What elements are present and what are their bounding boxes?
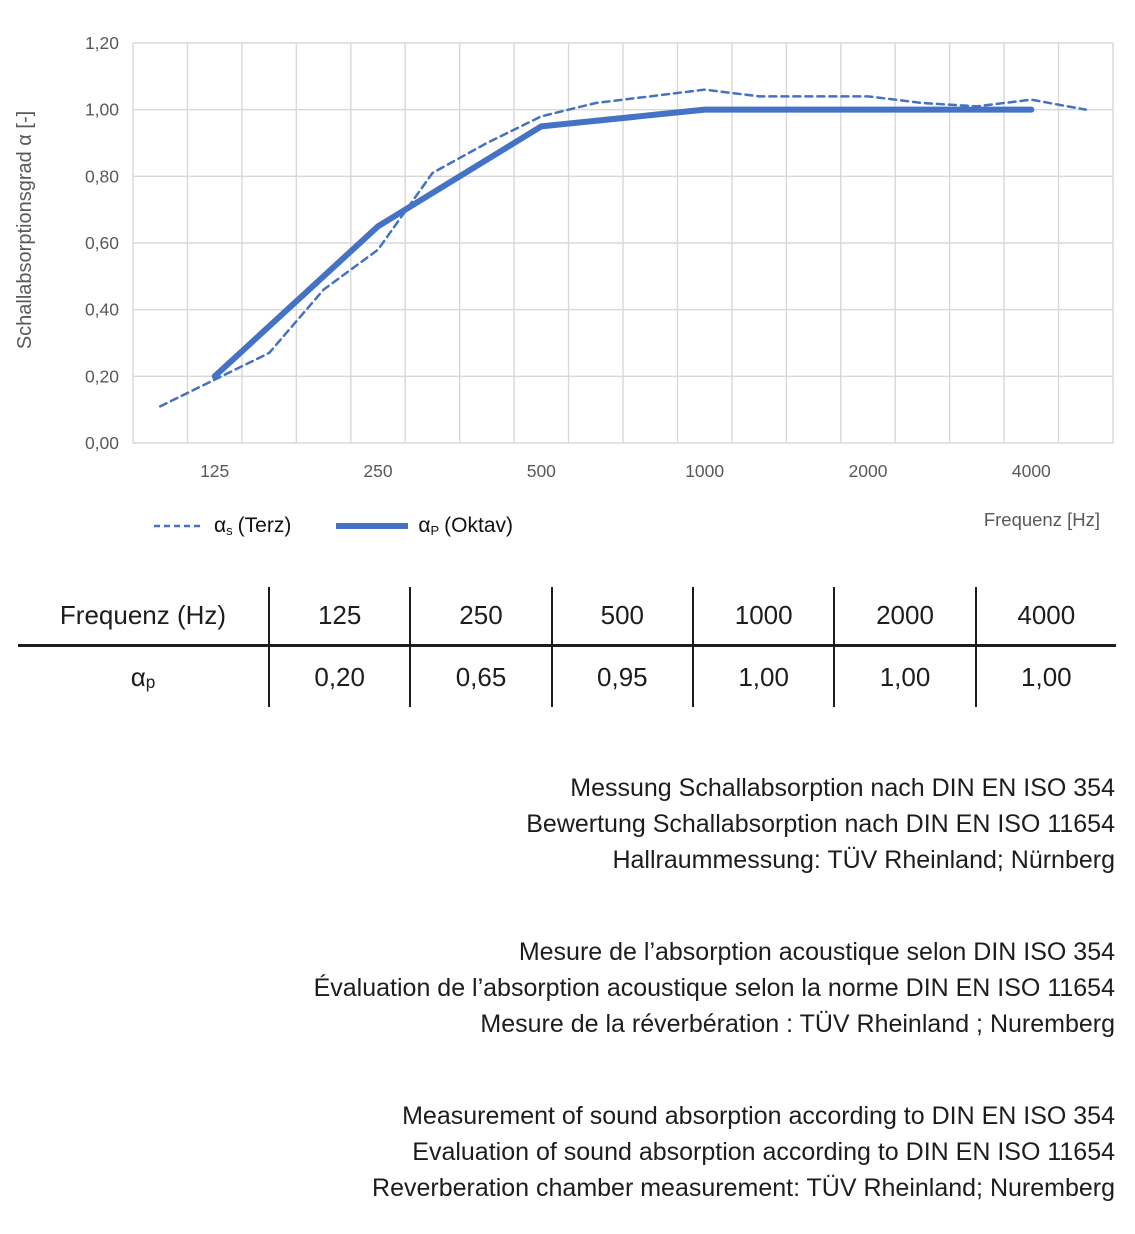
table-value-1000: 1,00: [692, 647, 833, 707]
table-header-frequency: Frequenz (Hz): [18, 587, 268, 647]
absorption-chart: [0, 0, 1135, 560]
table-header-250: 250: [409, 587, 550, 647]
table-row-label-alpha-p: α $_p$: [130, 661, 156, 692]
note-line: Reverberation chamber measurement: TÜV Rheinland; Nuremberg: [372, 1174, 1115, 1202]
x-axis-title: Frequenz [Hz]: [983, 509, 1100, 530]
chart-legend: [153, 514, 513, 538]
y-tick-label: 1,00: [84, 99, 119, 120]
table-value-500: 0,95: [551, 647, 692, 707]
note-line: Bewertung Schallabsorption nach DIN EN ISO 11654: [526, 810, 1115, 838]
y-tick-label: 0,80: [84, 166, 119, 187]
x-tick-label: 250: [363, 461, 393, 481]
y-tick-label: 0,00: [84, 433, 119, 453]
table-value-125: 0,20: [268, 647, 409, 707]
x-tick-label: 500: [526, 461, 556, 481]
y-tick-label: 1,20: [84, 33, 119, 53]
note-line: Mesure de l’absorption acoustique selon DIN ISO 354: [518, 938, 1115, 966]
table-header-4000: 4000: [975, 587, 1116, 647]
note-line: Messung Schallabsorption nach DIN EN ISO 354: [570, 774, 1115, 802]
table-value-2000: 1,00: [833, 647, 974, 707]
note-line: Mesure de la réverbération : TÜV Rheinland ; Nuremberg: [480, 1010, 1115, 1038]
note-line: Evaluation of sound absorption according to DIN EN ISO 11654: [412, 1138, 1115, 1166]
x-tick-label: 4000: [1011, 461, 1051, 481]
table-value-250: 0,65: [409, 647, 550, 707]
notes-german: [0, 770, 1115, 878]
chart-canvas: [0, 0, 1135, 560]
notes-french: [0, 934, 1115, 1042]
table-header-500: 500: [551, 587, 692, 647]
y-tick-label: 0,40: [84, 299, 119, 320]
note-line: Hallraummessung: TÜV Rheinland; Nürnberg: [612, 846, 1115, 874]
legend-label-alpha-s: $\alpha_s$ (Terz): [214, 514, 292, 539]
y-tick-label: 0,20: [84, 366, 119, 387]
y-tick-label: 0,60: [84, 233, 119, 253]
legend-label-alpha-p: $\alpha_P$ (Oktav): [418, 514, 513, 539]
x-tick-label: 1000: [685, 461, 725, 481]
legend-item-alpha-p: [335, 514, 513, 538]
absorption-values-table: [18, 587, 1116, 707]
x-tick-label: 2000: [848, 461, 888, 481]
x-tick-label: 125: [200, 461, 230, 481]
table-value-4000: 1,00: [975, 647, 1116, 707]
table-header-2000: 2000: [833, 587, 974, 647]
y-axis-title: Schallabsorptionsgrad α [-]: [14, 110, 36, 350]
solid-line-sample-icon: [335, 522, 409, 530]
note-line: Measurement of sound absorption according to DIN EN ISO 354: [402, 1102, 1115, 1130]
note-line: Évaluation de l’absorption acoustique selon la norme DIN EN ISO 11654: [313, 974, 1115, 1002]
table-header-125: 125: [268, 587, 409, 647]
table-header-1000: 1000: [692, 587, 833, 647]
notes-english: [0, 1098, 1115, 1206]
legend-item-alpha-s: [153, 514, 291, 538]
dashed-line-sample-icon: [153, 522, 205, 530]
